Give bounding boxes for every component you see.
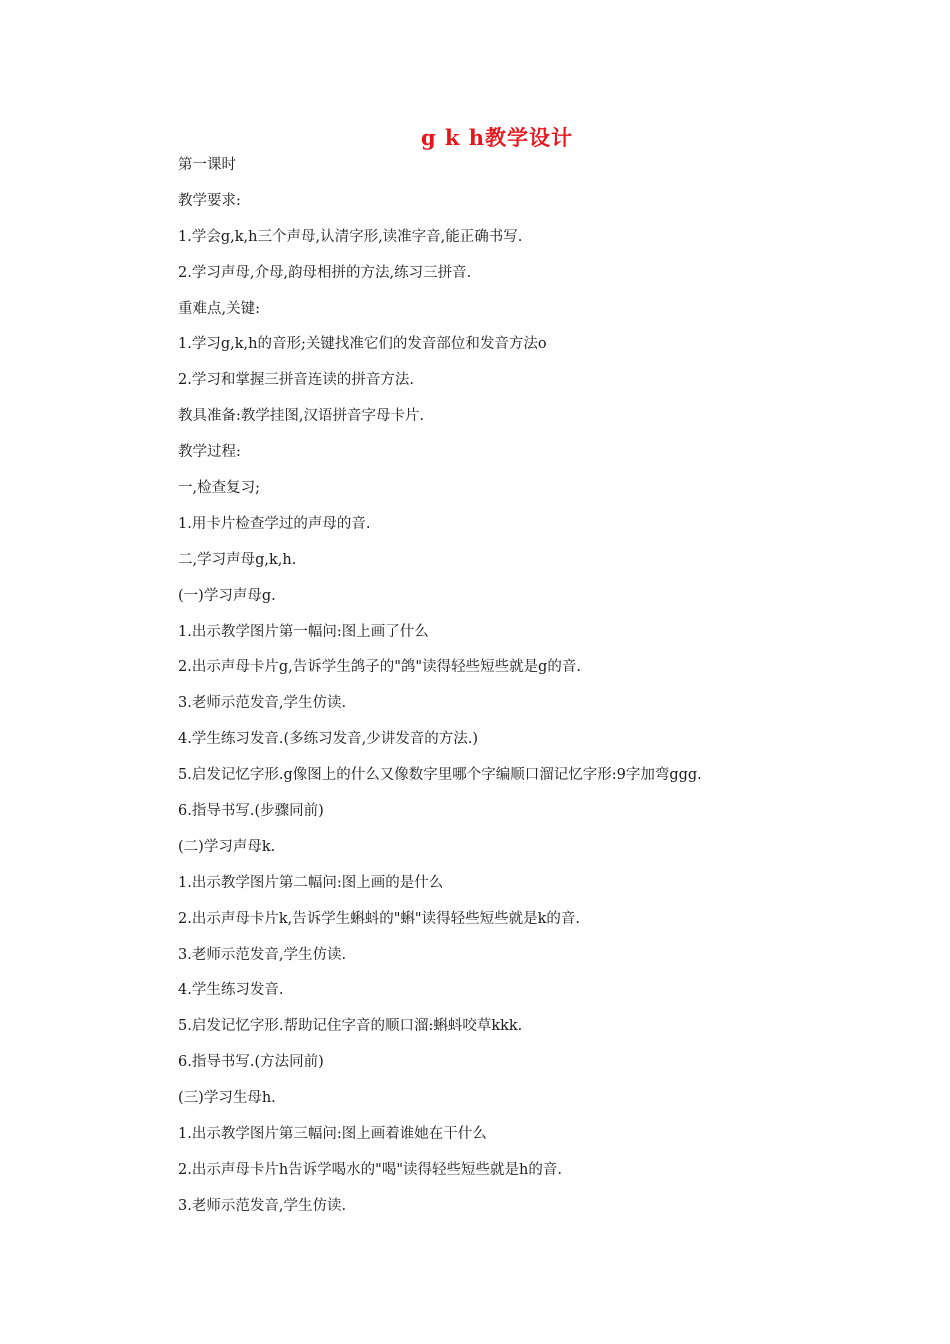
text-line: 一,检查复习; xyxy=(178,480,260,497)
text-line: 4.学生练习发音.(多练习发音,少讲发音的方法.) xyxy=(178,731,478,748)
text-line: 教学要求: xyxy=(178,192,241,209)
text-line: 教学过程: xyxy=(178,444,241,461)
text-line: 1.出示教学图片第二幅问:图上画的是什么 xyxy=(178,874,444,891)
text-line: 教具准备:教学挂图,汉语拼音字母卡片. xyxy=(178,408,425,425)
text-line: 5.启发记忆字形.g像图上的什么又像数字里哪个字编顺口溜记忆字形:9字加弯ggg. xyxy=(178,767,702,784)
text-line: 2.出示声母卡片k,告诉学生蝌蚪的"蝌"读得轻些短些就是k的音. xyxy=(178,910,580,927)
text-line: 1.学会g,k,h三个声母,认清字形,读准字音,能正确书写. xyxy=(178,228,523,245)
text-line: 4.学生练习发音. xyxy=(178,982,284,999)
text-line: 1.用卡片检查学过的声母的音. xyxy=(178,515,371,532)
text-line: (三)学习生母h. xyxy=(178,1090,276,1107)
document-title: g k h教学设计 xyxy=(420,125,574,150)
text-line: 第一课时 xyxy=(178,157,236,173)
text-line: 2.学习声母,介母,韵母相拼的方法,练习三拼音. xyxy=(178,264,472,281)
text-line: 2.出示声母卡片g,告诉学生鸽子的"鸽"读得轻些短些就是g的音. xyxy=(178,659,581,676)
text-line: 重难点,关键: xyxy=(178,300,260,317)
document-body xyxy=(178,148,878,1225)
text-line: 1.学习g,k,h的音形;关键找准它们的发音部位和发音方法o xyxy=(178,336,547,353)
text-line: 2.出示声母卡片h告诉学喝水的"喝"读得轻些短些就是h的音. xyxy=(178,1161,562,1178)
text-line: 2.学习和掌握三拼音连读的拼音方法. xyxy=(178,372,414,389)
text-line: 3.老师示范发音,学生仿读. xyxy=(178,1197,347,1214)
text-line: 6.指导书写.(方法同前) xyxy=(178,1054,324,1071)
text-line: 二,学习声母g,k,h. xyxy=(178,551,297,568)
text-line: 6.指导书写.(步骤同前) xyxy=(178,803,324,820)
text-line: 1.出示教学图片第三幅问:图上画着谁她在干什么 xyxy=(178,1126,487,1143)
text-line: 3.老师示范发音,学生仿读. xyxy=(178,946,347,963)
text-line: 1.出示教学图片第一幅问:图上画了什么 xyxy=(178,623,429,640)
text-line: (二)学习声母k. xyxy=(178,838,276,855)
text-line: 3.老师示范发音,学生仿读. xyxy=(178,695,347,712)
text-line: 5.启发记忆字形.帮助记住字音的顺口溜:蝌蚪咬草kkk. xyxy=(178,1018,523,1035)
text-line: (一)学习声母g. xyxy=(178,587,276,604)
